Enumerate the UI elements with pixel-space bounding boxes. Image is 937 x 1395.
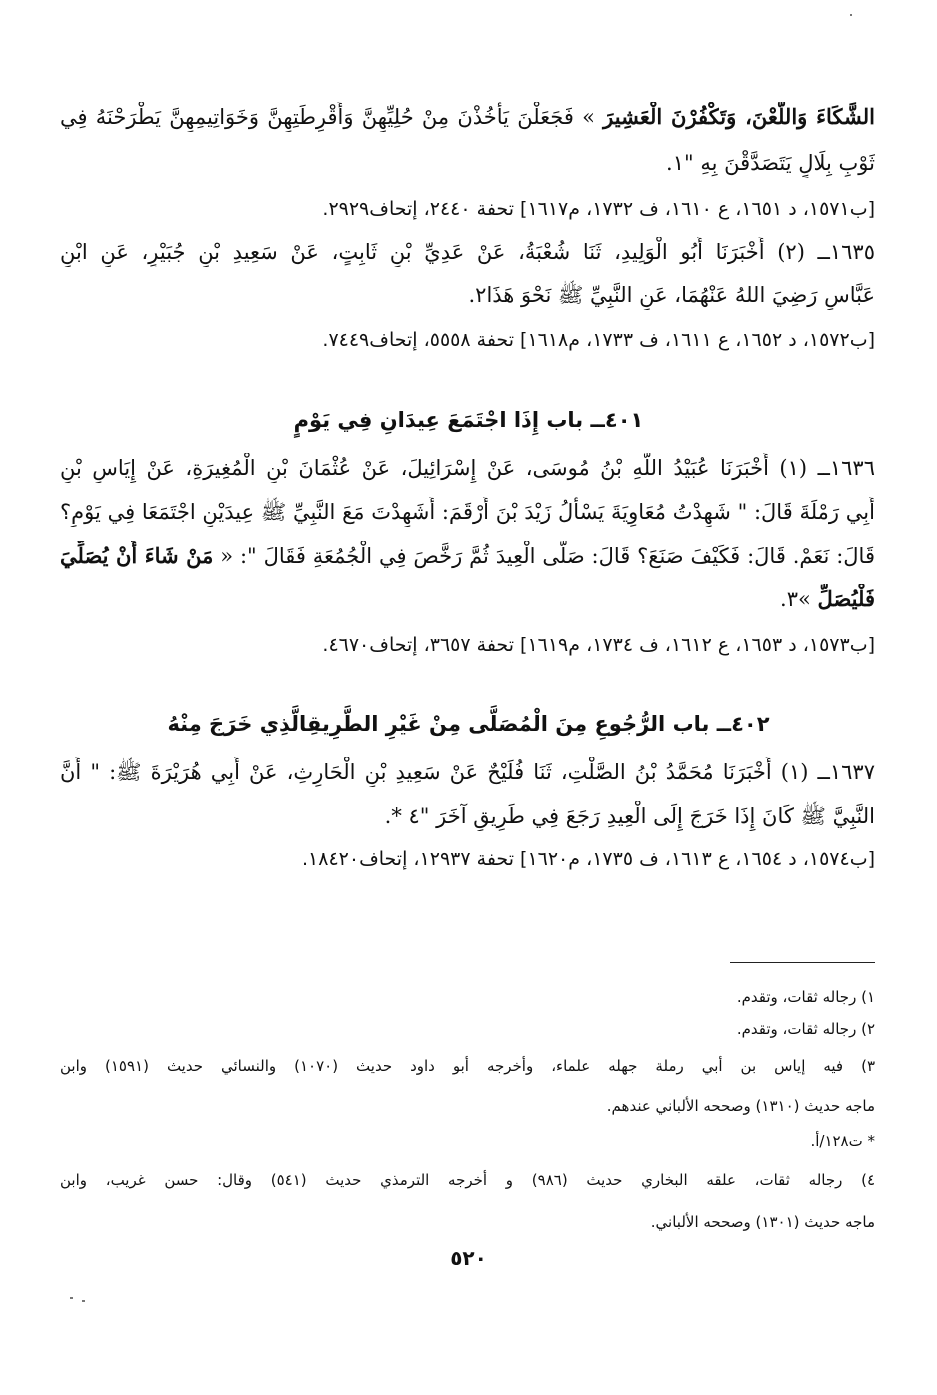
footnote-4-line-2: ماجه حديث (١٣٠١) وصححه الألباني. xyxy=(650,1213,875,1231)
footnote-3-line-1: ٣) فيه إياس بن أبي رملة جهله علماء، وأخرجه أبو داود حديث (١٠٧٠) والنسائي حديث (١٥٩١) وابن xyxy=(60,1057,875,1075)
chapter-heading-402: ٤٠٢ــ باب الرُّجُوعِ مِنَ الْمُصَلَّى مِنْ غَيْرِ الطَّرِيقِالَّذِي خَرَجَ مِنْهُ xyxy=(167,712,770,736)
scan-speck xyxy=(850,14,852,16)
footnote-1: ١) رجاله ثقات، وتقدم. xyxy=(736,988,875,1006)
body-line-2: ثَوْبِ بِلَالٍ يَتَصَدَّقْنَ بِهِ "١. xyxy=(666,151,875,175)
hadith-1636-line-4: فَلْيُصَلِّ »٣. xyxy=(780,586,875,611)
hadith-1636-line-1: ١٦٣٦ــ (١) أَخْبَرَنَا عُبَيْدُ اللَّهِ بْنُ مُوسَى، عَنْ إِسْرَائِيلَ، عَنْ عُثْمَانَ بْنِ الْمُغِيرَةِ، عَنْ إِيَاسِ بْنِ xyxy=(60,456,875,480)
footnote-4-line-1: ٤) رجاله ثقات، علقه البخاري حديث (٩٨٦) و أخرجه الترمذي حديث (٥٤١) وقال: حسن غريب، وابن xyxy=(60,1171,875,1189)
reference-line-4: [ب١٥٧٤، د ١٦٥٤، ع ١٦١٣، ف ١٧٣٥، م١٦٢٠] تحفة ١٢٩٣٧، إتحاف١٨٤٢٠. xyxy=(301,848,875,870)
chapter-heading-401: ٤٠١ــ باب إِذَا اجْتَمَعَ عِيدَانِ فِي يَوْمٍ xyxy=(293,408,644,432)
hadith-1637-line-1: ١٦٣٧ــ (١) أَخْبَرَنَا مُحَمَّدُ بْنُ الصَّلْتِ، ثَنَا فُلَيْحٌ عَنْ سَعِيدِ بْنِ الْحَارِثِ، عَنْ أَبِي هُرَيْرَةَ ﷺ: " أَنَّ xyxy=(60,760,875,784)
bold-hadith-phrase: مَنْ شَاءَ أَنْ يُصَلِّيَ xyxy=(60,543,214,568)
footnote-star: * ت١٢٨/أ. xyxy=(810,1132,875,1150)
bold-hadith-phrase: فَلْيُصَلِّ xyxy=(817,586,875,611)
footnote-divider xyxy=(730,962,875,963)
scan-speck xyxy=(82,1300,85,1302)
page-number: ٥٢٠ xyxy=(450,1246,487,1270)
reference-line-2: [ب١٥٧٢، د ١٦٥٢، ع ١٦١١، ف ١٧٣٣، م١٦١٨] تحفة ٥٥٥٨، إتحاف٧٤٤٩. xyxy=(322,329,875,351)
hadith-1635-line-2: عَبَّاسٍ رَضِيَ اللهُ عَنْهُمَا، عَنِ النَّبِيِّ ﷺ نَحْوَ هَذَا٢. xyxy=(468,283,875,307)
hadith-1635-line-1: ١٦٣٥ــ (٢) أَخْبَرَنَا أَبُو الْوَلِيدِ، ثَنَا شُعْبَةُ، عَنْ عَدِيِّ بْنِ ثَابِتٍ، عَنْ سَعِيدِ بْنِ جُبَيْرٍ، عَنِ ابْنِ xyxy=(60,240,875,264)
reference-line-1: [ب١٥٧١، د ١٦٥١، ع ١٦١٠، ف ١٧٣٢، م١٦١٧] تحفة ٢٤٤٠، إتحاف٢٩٢٩. xyxy=(322,198,875,220)
hadith-1636-line-2: أَبِي رَمْلَةَ قَالَ: " شَهِدْتُ مُعَاوِيَةَ يَسْأَلُ زَيْدَ بْنَ أَرْقَمَ: أَشَهِدْتَ مَعَ النَّبِيِّ ﷺ عِيدَيْنِ اجْتَمَعَا فِي يَوْمٍ؟ xyxy=(60,500,875,524)
footnote-3-line-2: ماجه حديث (١٣١٠) وصححه الألباني عندهم. xyxy=(606,1097,875,1115)
body-line-1: الشَّكَاءَ وَاللَّعْنَ، وَتَكْفُرْنَ الْعَشِيرَ » فَجَعَلْنَ يَأْخُذْنَ مِنْ حُلِيِّهِنَّ وَأَقْرِطَتِهِنَّ وَخَوَاتِيمِهِنَّ يَطْرَحْنَهُ فِي xyxy=(60,104,875,129)
reference-line-3: [ب١٥٧٣، د ١٦٥٣، ع ١٦١٢، ف ١٧٣٤، م١٦١٩] تحفة ٣٦٥٧، إتحاف٤٦٧٠. xyxy=(322,634,875,656)
footnote-2: ٢) رجاله ثقات، وتقدم. xyxy=(736,1020,875,1038)
hadith-1637-line-2: النَّبِيَّ ﷺ كَانَ إِذَا خَرَجَ إِلَى الْعِيدِ رَجَعَ فِي طَرِيقٍ آخَرَ "٤ *. xyxy=(384,804,875,828)
bold-hadith-phrase: الشَّكَاءَ وَاللَّعْنَ، وَتَكْفُرْنَ الْعَشِيرَ xyxy=(603,104,875,129)
hadith-1636-line-3: قَالَ: نَعَمْ. قَالَ: فَكَيْفَ صَنَعَ؟ قَالَ: صَلَّى الْعِيدَ ثُمَّ رَخَّصَ فِي الْجُمُعَةِ فَقَالَ ": « مَنْ شَاءَ أَنْ يُصَلِّيَ xyxy=(60,543,875,568)
scan-speck xyxy=(70,1297,73,1299)
